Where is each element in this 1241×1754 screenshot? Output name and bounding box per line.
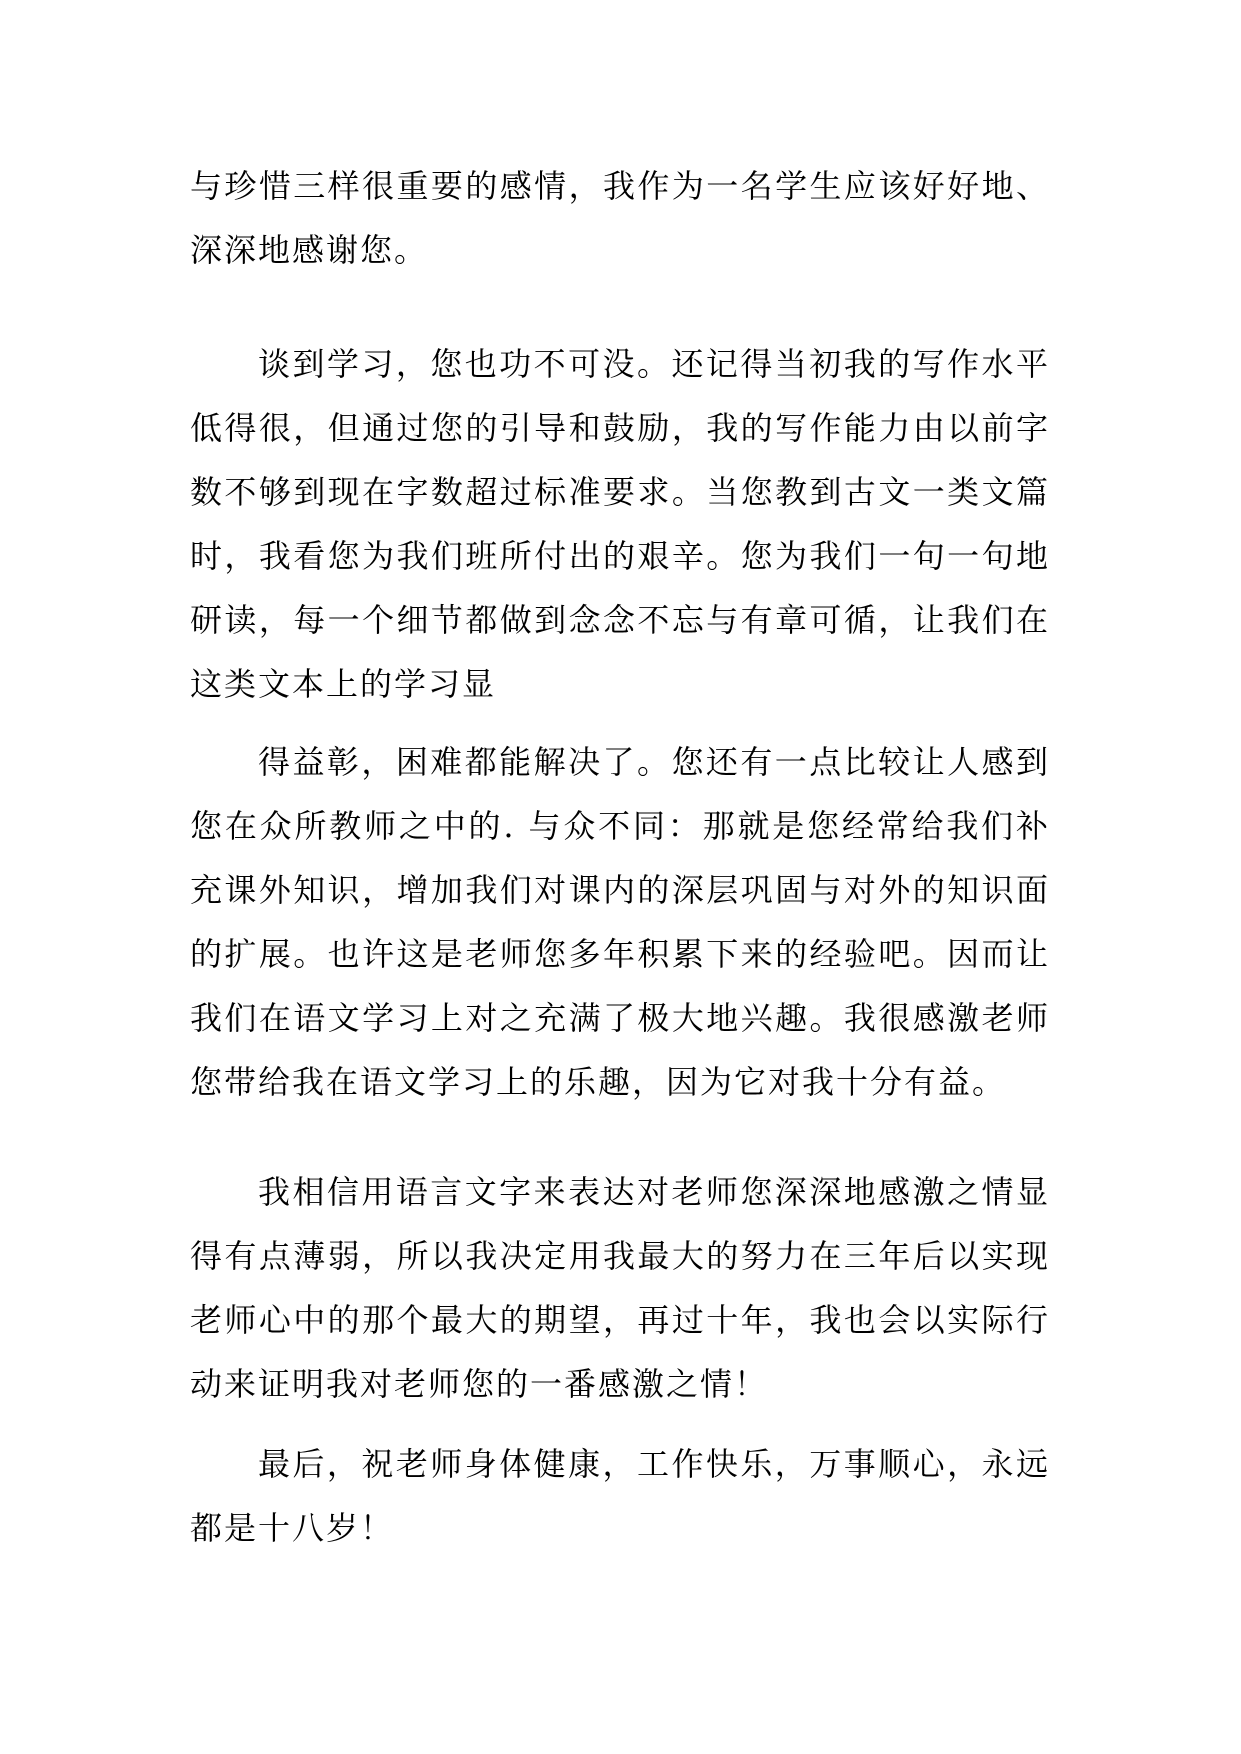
paragraph-3: 得益彰，困难都能解决了。您还有一点比较让人感到您在众所教师之中的. 与众不同：那就是您经常给我们补充课外知识，增加我们对课内的深层巩固与对外的知识面的扩展。也许这是老师您多年积累下来的经验吧。因而让我们在语文学习上对之充满了极大地兴趣。我很感激老师您带给我在语文学习上的乐趣，因为它对我十分有益。	[190, 743, 1050, 1101]
paragraph-1: 与珍惜三样很重要的感情，我作为一名学生应该好好地、深深地感谢您。	[190, 167, 1050, 269]
paragraph-5: 最后，祝老师身体健康，工作快乐，万事顺心，永远都是十八岁！	[190, 1445, 1050, 1547]
paragraph-4: 我相信用语言文字来表达对老师您深深地感激之情显得有点薄弱，所以我决定用我最大的努力在三年后以实现老师心中的那个最大的期望，再过十年，我也会以实际行动来证明我对老师您的一番感激之情！	[190, 1173, 1050, 1403]
paragraph-2: 谈到学习，您也功不可没。还记得当初我的写作水平低得很，但通过您的引导和鼓励，我的写作能力由以前字数不够到现在字数超过标准要求。当您教到古文一类文篇时，我看您为我们班所付出的艰辛。您为我们一句一句地研读，每一个细节都做到念念不忘与有章可循，让我们在这类文本上的学习显	[190, 345, 1050, 703]
